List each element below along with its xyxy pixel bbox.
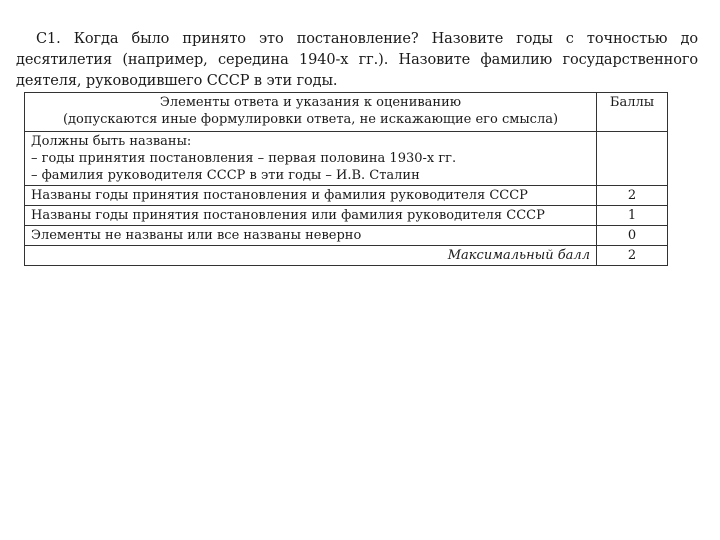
grading-table (24, 92, 668, 266)
points-cell: 0 (597, 226, 668, 246)
max-score-row (25, 246, 668, 266)
table-row (25, 186, 668, 206)
question-number: С1. (36, 30, 61, 47)
answer-points-cell (597, 132, 668, 186)
criteria-header-line1: Элементы ответа и указания к оцениванию (159, 95, 462, 110)
table-row (25, 226, 668, 246)
answer-line3: – фамилия руководителя СССР в эти годы – И.В. Сталин (31, 168, 420, 183)
max-score-value: 2 (597, 246, 668, 266)
criteria-header-line2: (допускаются иные формулировки ответа, не искажающие его смысла) (62, 112, 559, 127)
max-score-label: Максимальный балл (25, 246, 597, 266)
question-body: Когда было принято это постановление? Назовите годы с точностью до десятилетия (например, середина 1940-х гг.). Назовите фамилию государственного деятеля, руководившего СССР в эти годы. (16, 30, 698, 89)
criteria-header (25, 93, 597, 132)
criterion-cell: Названы годы принятия постановления или фамилия руководителя СССР (25, 206, 597, 226)
criterion-cell: Элементы не названы или все названы неверно (25, 226, 597, 246)
question-text (16, 29, 698, 92)
answer-line2: – годы принятия постановления – первая половина 1930-х гг. (31, 151, 457, 166)
criterion-cell: Названы годы принятия постановления и фамилия руководителя СССР (25, 186, 597, 206)
points-cell: 1 (597, 206, 668, 226)
points-header: Баллы (597, 93, 668, 132)
answer-line1: Должны быть названы: (31, 134, 192, 149)
table-header-row (25, 93, 668, 132)
table-row (25, 206, 668, 226)
answer-content (25, 132, 597, 186)
answer-row (25, 132, 668, 186)
points-cell: 2 (597, 186, 668, 206)
